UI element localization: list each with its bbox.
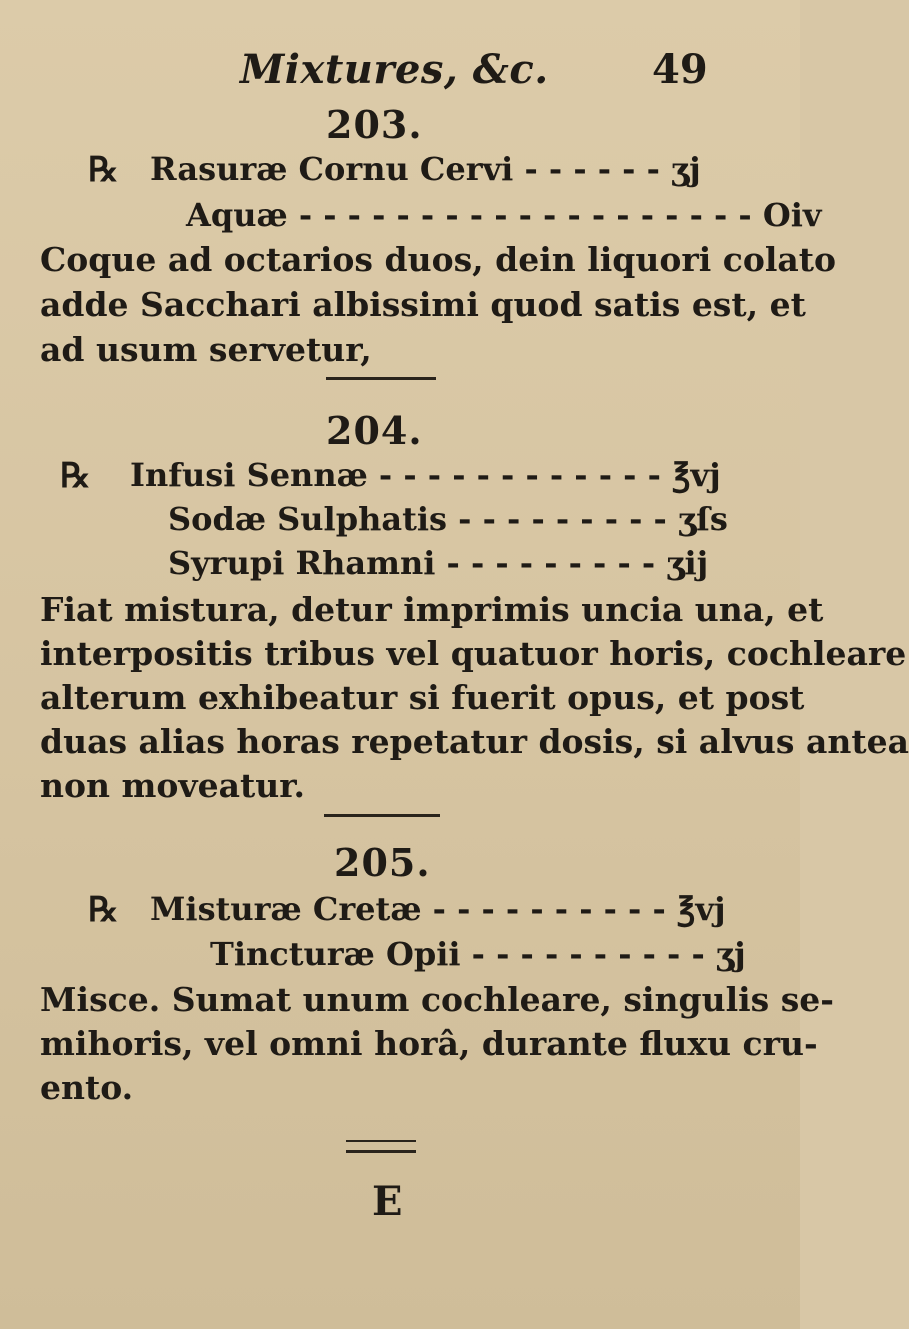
page-header (0, 46, 800, 96)
ingredient-line: Sodæ Sulphatis - - - - - - - - - ʒſs (168, 500, 728, 538)
ingredient-line: Tincturæ Opii - - - - - - - - - - ʒj (210, 935, 746, 973)
section-divider (326, 377, 436, 380)
recipe-symbol: ℞ (88, 890, 119, 930)
recipe-symbol: ℞ (60, 456, 91, 496)
instruction-line: Coque ad octarios duos, dein liquori colato (40, 240, 837, 279)
signature-mark: E (372, 1178, 403, 1225)
section-divider (324, 814, 440, 817)
ingredient-line: Aquæ - - - - - - - - - - - - - - - - - - - Oiv (186, 196, 822, 234)
ingredient-line: Infusi Sennæ - - - - - - - - - - - - ℥vj (130, 456, 721, 494)
running-title: Mixtures, &c. (240, 46, 549, 93)
ingredient-line: Syrupi Rhamni - - - - - - - - - ʒij (168, 544, 709, 582)
recipe-number: 204. (326, 408, 423, 453)
instruction-line: adde Sacchari albissimi quod satis est, et (40, 285, 806, 324)
page-number: 49 (652, 46, 708, 93)
instruction-line: interpositis tribus vel quatuor horis, cochleare (40, 634, 907, 673)
instruction-line: ad usum servetur, (40, 330, 372, 369)
instruction-line: alterum exhibeatur si fuerit opus, et post (40, 678, 805, 717)
instruction-line: mihoris, vel omni horâ, durante fluxu cru- (40, 1024, 818, 1063)
instruction-line: Fiat mistura, detur imprimis uncia una, et (40, 590, 824, 629)
ingredient-line: Rasuræ Cornu Cervi - - - - - - ʒj (150, 150, 701, 188)
instruction-line: duas alias horas repetatur dosis, si alvus antea (40, 722, 909, 761)
instruction-line: non moveatur. (40, 766, 306, 805)
end-divider (346, 1140, 416, 1142)
recipe-number: 205. (334, 840, 431, 885)
recipe-number: 203. (326, 102, 423, 147)
ingredient-line: Misturæ Cretæ - - - - - - - - - - ℥vj (150, 890, 726, 928)
recipe-symbol: ℞ (88, 150, 119, 190)
instruction-line: Misce. Sumat unum cochleare, singulis se- (40, 980, 834, 1019)
end-divider (346, 1150, 416, 1153)
instruction-line: ento. (40, 1068, 134, 1107)
